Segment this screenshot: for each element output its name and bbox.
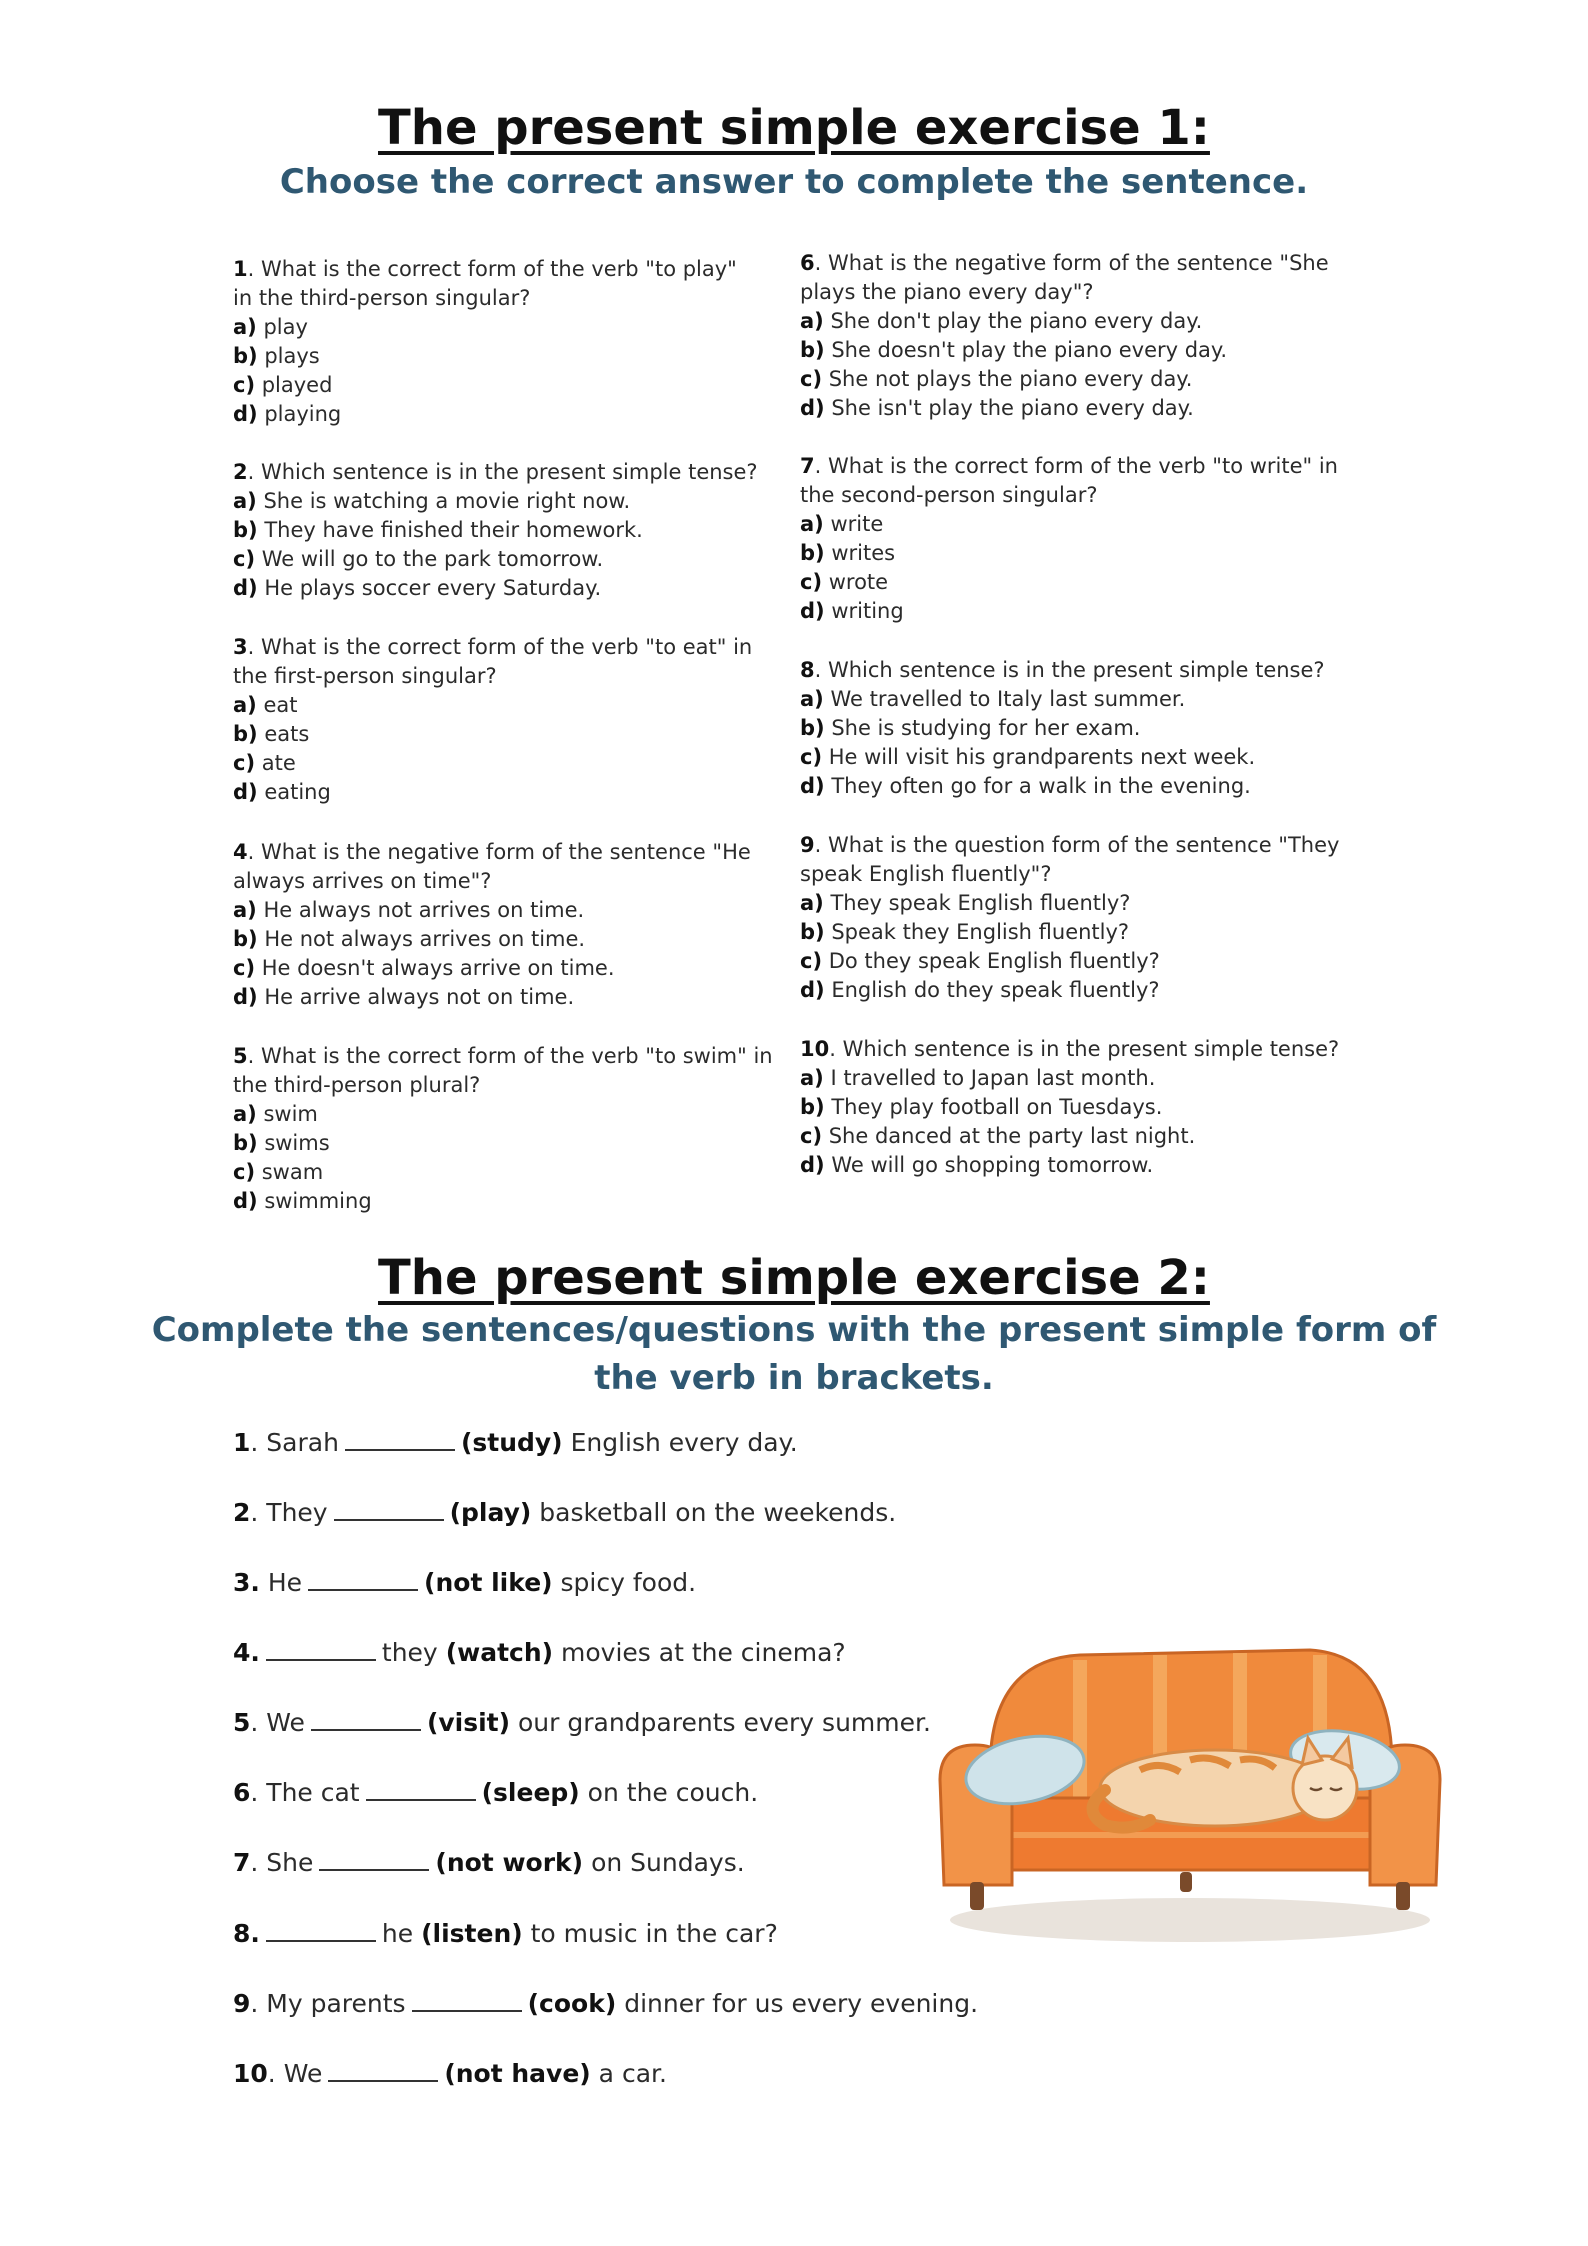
question-5 xyxy=(233,1042,773,1216)
option-b: b) Speak they English fluently? xyxy=(800,920,1130,944)
option-d: d) swimming xyxy=(233,1189,372,1213)
question-9 xyxy=(800,831,1340,1005)
option-c: c) swam xyxy=(233,1160,324,1184)
sentence-6: 6. The cat (sleep) on the couch. xyxy=(233,1778,759,1807)
option-c: c) He doesn't always arrive on time. xyxy=(233,956,615,980)
answer-blank[interactable] xyxy=(345,1427,455,1451)
sentence-7: 7. She (not work) on Sundays. xyxy=(233,1848,745,1877)
option-d: d) English do they speak fluently? xyxy=(800,978,1160,1002)
question-text: 8. Which sentence is in the present simple tense? xyxy=(800,658,1325,682)
sentence-3: 3. He (not like) spicy food. xyxy=(233,1568,697,1597)
question-text: 3. What is the correct form of the verb "to eat" in the first-person singular? xyxy=(233,635,753,688)
question-text: 4. What is the negative form of the sentence "He always arrives on time"? xyxy=(233,840,751,893)
option-b: b) They have finished their homework. xyxy=(233,518,643,542)
option-b: b) He not always arrives on time. xyxy=(233,927,586,951)
answer-blank[interactable] xyxy=(266,1637,376,1661)
option-c: c) We will go to the park tomorrow. xyxy=(233,547,604,571)
question-7 xyxy=(800,452,1340,626)
answer-blank[interactable] xyxy=(328,2058,438,2082)
answer-blank[interactable] xyxy=(334,1497,444,1521)
option-c: c) wrote xyxy=(800,570,889,594)
exercise1-subtitle: Choose the correct answer to complete the sentence. xyxy=(279,162,1309,202)
question-text: 1. What is the correct form of the verb "to play" in the third-person singular? xyxy=(233,257,737,310)
option-d: d) playing xyxy=(233,402,342,426)
option-b: b) She is studying for her exam. xyxy=(800,716,1141,740)
option-d: d) writing xyxy=(800,599,904,623)
couch-leg xyxy=(1180,1872,1192,1892)
option-a: a) We travelled to Italy last summer. xyxy=(800,687,1186,711)
option-a: a) play xyxy=(233,315,308,339)
option-d: d) He plays soccer every Saturday. xyxy=(233,576,602,600)
option-b: b) eats xyxy=(233,722,310,746)
question-10 xyxy=(800,1035,1340,1180)
answer-blank[interactable] xyxy=(319,1847,429,1871)
question-1 xyxy=(233,255,753,429)
question-8 xyxy=(800,656,1340,801)
question-text: 5. What is the correct form of the verb "to swim" in the third-person plural? xyxy=(233,1044,773,1097)
option-a: a) eat xyxy=(233,693,298,717)
option-a: a) write xyxy=(800,512,884,536)
answer-blank[interactable] xyxy=(311,1707,421,1731)
sentence-8: 8. he (listen) to music in the car? xyxy=(233,1919,778,1948)
option-a: a) I travelled to Japan last month. xyxy=(800,1066,1156,1090)
option-a: a) She don't play the piano every day. xyxy=(800,309,1203,333)
option-a: a) He always not arrives on time. xyxy=(233,898,585,922)
question-6 xyxy=(800,249,1340,423)
couch-leg xyxy=(970,1882,984,1910)
couch-leg xyxy=(1396,1882,1410,1910)
option-d: d) They often go for a walk in the evening. xyxy=(800,774,1251,798)
option-c: c) ate xyxy=(233,751,296,775)
option-a: a) swim xyxy=(233,1102,318,1126)
question-text: 7. What is the correct form of the verb "to write" in the second-person singular? xyxy=(800,454,1338,507)
sentence-2: 2. They (play) basketball on the weekends. xyxy=(233,1498,897,1527)
floor-shadow xyxy=(950,1898,1430,1942)
exercise2-title: The present simple exercise 2: xyxy=(378,1250,1210,1306)
option-b: b) swims xyxy=(233,1131,330,1155)
option-b: b) She doesn't play the piano every day. xyxy=(800,338,1228,362)
sentence-10: 10. We (not have) a car. xyxy=(233,2059,667,2088)
exercise2-subtitle-line1: Complete the sentences/questions with the present simple form of xyxy=(151,1310,1437,1350)
question-text: 2. Which sentence is in the present simple tense? xyxy=(233,460,758,484)
sentence-5: 5. We (visit) our grandparents every summer. xyxy=(233,1708,931,1737)
question-4 xyxy=(233,838,753,1012)
option-c: c) She not plays the piano every day. xyxy=(800,367,1193,391)
answer-blank[interactable] xyxy=(412,1988,522,2012)
option-c: c) He will visit his grandparents next week. xyxy=(800,745,1256,769)
answer-blank[interactable] xyxy=(308,1567,418,1591)
option-d: d) She isn't play the piano every day. xyxy=(800,396,1194,420)
option-c: c) played xyxy=(233,373,333,397)
option-b: b) writes xyxy=(800,541,896,565)
sentence-9: 9. My parents (cook) dinner for us every evening. xyxy=(233,1989,979,2018)
question-3 xyxy=(233,633,753,807)
exercise1-title: The present simple exercise 1: xyxy=(378,100,1210,156)
question-text: 6. What is the negative form of the sentence "She plays the piano every day"? xyxy=(800,251,1329,304)
option-b: b) They play football on Tuesdays. xyxy=(800,1095,1163,1119)
option-d: d) eating xyxy=(233,780,331,804)
cat-on-couch-illustration xyxy=(930,1620,1450,1950)
sentence-4: 4. they (watch) movies at the cinema? xyxy=(233,1638,846,1667)
question-2 xyxy=(233,458,773,603)
option-a: a) She is watching a movie right now. xyxy=(233,489,631,513)
sentence-1: 1. Sarah (study) English every day. xyxy=(233,1428,798,1457)
question-text: 9. What is the question form of the sentence "They speak English fluently"? xyxy=(800,833,1340,886)
option-c: c) Do they speak English fluently? xyxy=(800,949,1160,973)
option-b: b) plays xyxy=(233,344,320,368)
option-d: d) He arrive always not on time. xyxy=(233,985,575,1009)
answer-blank[interactable] xyxy=(366,1777,476,1801)
option-a: a) They speak English fluently? xyxy=(800,891,1131,915)
question-text: 10. Which sentence is in the present simple tense? xyxy=(800,1037,1340,1061)
exercise2-subtitle-line2: the verb in brackets. xyxy=(594,1358,994,1398)
option-c: c) She danced at the party last night. xyxy=(800,1124,1196,1148)
answer-blank[interactable] xyxy=(266,1918,376,1942)
option-d: d) We will go shopping tomorrow. xyxy=(800,1153,1154,1177)
